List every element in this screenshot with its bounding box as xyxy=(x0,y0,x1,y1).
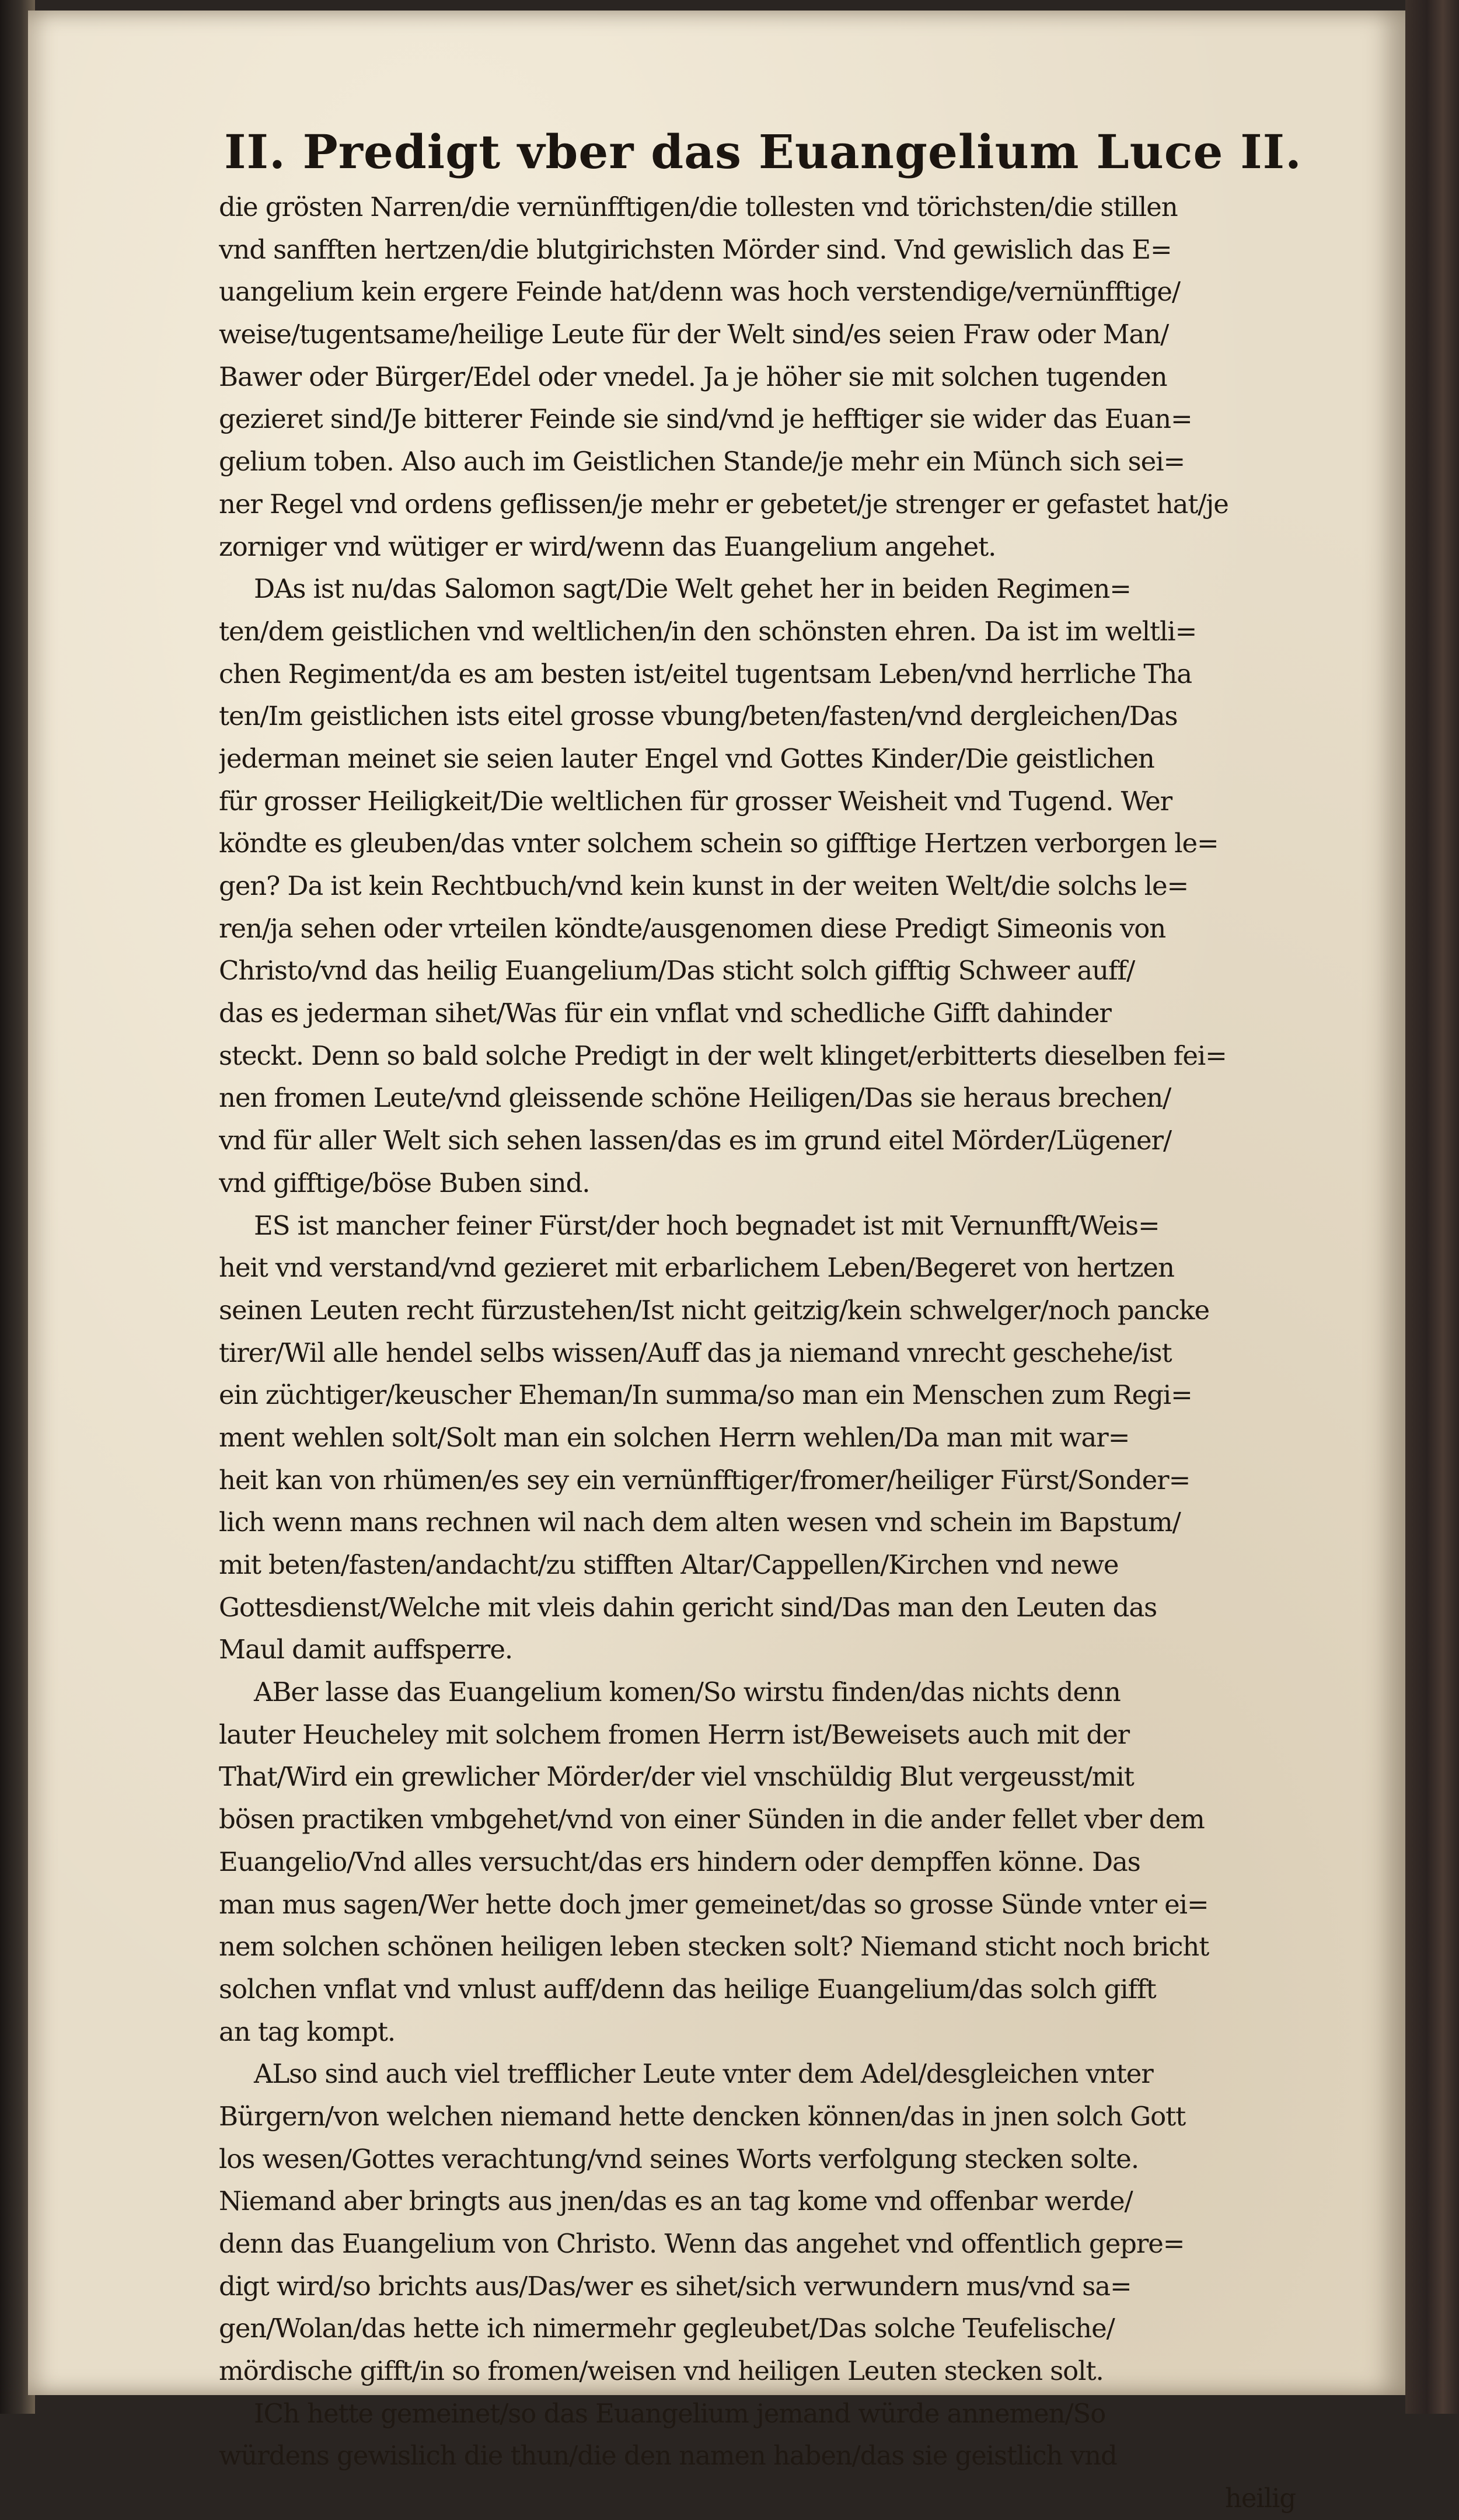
text-line: ICh hette gemeinet/so das Euangelium jemand würde annemen/So xyxy=(254,2397,1106,2429)
text-line: nen fromen Leute/vnd gleissende schöne Heiligen/Das sie heraus brechen/ xyxy=(219,1082,1171,1114)
text-line: ALso sind auch viel trefflicher Leute vnter dem Adel/desgleichen vnter xyxy=(254,2058,1153,2090)
text-line: Christo/vnd das heilig Euangelium/Das sticht solch gifftig Schweer auff/ xyxy=(219,955,1135,987)
text-line: mit beten/fasten/andacht/zu stifften Altar/Cappellen/Kirchen vnd newe xyxy=(219,1549,1119,1580)
paragraph xyxy=(219,1671,1307,2053)
text-line: köndte es gleuben/das vnter solchem schein so gifftige Hertzen verborgen le= xyxy=(219,828,1219,859)
text-line: vnd für aller Welt sich sehen lassen/das es im grund eitel Mörder/Lügener/ xyxy=(219,1125,1172,1156)
paragraph xyxy=(219,2393,1307,2477)
text-line: denn das Euangelium von Christo. Wenn das angehet vnd offentlich gepre= xyxy=(219,2228,1185,2259)
text-line: seinen Leuten recht fürzustehen/Ist nicht geitzig/kein schwelger/noch pancke xyxy=(219,1294,1209,1326)
paragraph xyxy=(219,1205,1307,1672)
text-line: für grosser Heiligkeit/Die weltlichen für grosser Weisheit vnd Tugend. Wer xyxy=(219,785,1172,817)
page-content xyxy=(219,120,1307,2520)
text-line: jederman meinet sie seien lauter Engel vnd Gottes Kinder/Die geistlichen xyxy=(219,743,1154,774)
text-line: gezieret sind/Je bitterer Feinde sie sind/vnd je hefftiger sie wider das Euan= xyxy=(219,403,1192,435)
text-line: man mus sagen/Wer hette doch jmer gemeinet/das so grosse Sünde vnter ei= xyxy=(219,1888,1209,1920)
text-line: Bawer oder Bürger/Edel oder vnedel. Ja je höher sie mit solchen tugenden xyxy=(219,361,1167,392)
text-line: ten/dem geistlichen vnd weltlichen/in den schönsten ehren. Da ist im weltli= xyxy=(219,615,1197,647)
text-line: uangelium kein ergere Feinde hat/denn was hoch verstendige/vernünfftige/ xyxy=(219,276,1180,308)
text-line: That/Wird ein grewlicher Mörder/der viel vnschüldig Blut vergeusst/mit xyxy=(219,1761,1134,1793)
text-line: gelium toben. Also auch im Geistlichen Stande/je mehr ein Münch sich sei= xyxy=(219,446,1185,477)
text-line: ten/Im geistlichen ists eitel grosse vbung/beten/fasten/vnd dergleichen/Das xyxy=(219,700,1178,732)
text-line: weise/tugentsame/heilige Leute für der Welt sind/es seien Fraw oder Man/ xyxy=(219,319,1169,350)
text-line: Bürgern/von welchen niemand hette dencken können/das in jnen solch Gott xyxy=(219,2100,1186,2132)
text-line: die grösten Narren/die vernünfftigen/die tollesten vnd törichsten/die stillen xyxy=(219,191,1178,222)
text-line: DAs ist nu/das Salomon sagt/Die Welt gehet her in beiden Regimen= xyxy=(254,573,1131,605)
text-line: chen Regiment/da es am besten ist/eitel tugentsam Leben/vnd herrliche Tha xyxy=(219,658,1192,689)
text-line: ment wehlen solt/Solt man ein solchen Herrn wehlen/Da man mit war= xyxy=(219,1421,1130,1453)
text-line: vnd gifftige/böse Buben sind. xyxy=(219,1167,590,1198)
text-line: gen? Da ist kein Rechtbuch/vnd kein kunst in der weiten Welt/die solchs le= xyxy=(219,870,1189,901)
text-line: bösen practiken vmbgehet/vnd von einer Sünden in die ander fellet vber dem xyxy=(219,1804,1205,1835)
text-line: ABer lasse das Euangelium komen/So wirstu finden/das nichts denn xyxy=(254,1676,1121,1708)
text-line: heit vnd verstand/vnd gezieret mit erbarlichem Leben/Begeret von hertzen xyxy=(219,1252,1174,1284)
body-text xyxy=(219,186,1307,2520)
text-line: solchen vnflat vnd vnlust auff/denn das heilige Euangelium/das solch gifft xyxy=(219,1973,1156,2005)
text-line: ner Regel vnd ordens geflissen/je mehr er gebetet/je strenger er gefastet hat/je xyxy=(219,488,1228,520)
text-line: mördische gifft/in so fromen/weisen vnd heiligen Leuten stecken solt. xyxy=(219,2355,1104,2387)
text-line: vnd sanfften hertzen/die blutgirichsten Mörder sind. Vnd gewislich das E= xyxy=(219,233,1172,265)
text-line: an tag kompt. xyxy=(219,2016,396,2047)
paragraph xyxy=(219,2053,1307,2393)
paragraph xyxy=(219,568,1307,1204)
book-edge xyxy=(1405,0,1459,2414)
text-line: ren/ja sehen oder vrteilen köndte/ausgenomen diese Predigt Simeonis von xyxy=(219,912,1166,944)
text-line: tirer/Wil alle hendel selbs wissen/Auff das ja niemand vnrecht geschehe/ist xyxy=(219,1337,1172,1368)
text-line: digt wird/so brichts aus/Das/wer es sihet/sich verwundern mus/vnd sa= xyxy=(219,2270,1132,2302)
text-line: nem solchen schönen heiligen leben stecken solt? Niemand sticht noch bricht xyxy=(219,1931,1209,1963)
text-line: gen/Wolan/das hette ich nimermehr gegleubet/Das solche Teufelische/ xyxy=(219,2313,1115,2344)
text-line: das es jederman sihet/Was für ein vnflat vnd schedliche Gifft dahinder xyxy=(219,998,1111,1029)
text-line: Euangelio/Vnd alles versucht/das ers hindern oder dempffen könne. Das xyxy=(219,1846,1140,1877)
text-line: Niemand aber bringts aus jnen/das es an tag kome vnd offenbar werde/ xyxy=(219,2186,1133,2217)
paragraph xyxy=(219,186,1307,568)
text-line: ES ist mancher feiner Fürst/der hoch begnadet ist mit Vernunfft/Weis= xyxy=(254,1210,1160,1241)
text-line: würdens gewislich die thun/die den namen haben/das sie geistlich vnd xyxy=(219,2440,1117,2472)
text-line: lauter Heucheley mit solchem fromen Herrn ist/Beweisets auch mit der xyxy=(219,1719,1130,1750)
text-line: ein züchtiger/keuscher Eheman/In summa/so man ein Menschen zum Regi= xyxy=(219,1379,1192,1411)
text-line: Gottesdienst/Welche mit vleis dahin gericht sind/Das man den Leuten das xyxy=(219,1591,1157,1623)
catchword: heilig xyxy=(1225,2483,1296,2514)
text-line: zorniger vnd wütiger er wird/wenn das Euangelium angehet. xyxy=(219,531,996,562)
text-line: los wesen/Gottes verachtung/vnd seines Worts verfolgung stecken solte. xyxy=(219,2143,1139,2174)
text-line: heit kan von rhümen/es sey ein vernünfftiger/fromer/heiliger Fürst/Sonder= xyxy=(219,1464,1191,1496)
text-line: Maul damit auffsperre. xyxy=(219,1634,513,1665)
text-line: lich wenn mans rechnen wil nach dem alten wesen vnd schein im Bapstum/ xyxy=(219,1507,1181,1538)
text-line: steckt. Denn so bald solche Predigt in der welt klinget/erbitterts dieselben fei= xyxy=(219,1040,1227,1071)
running-head: II. Predigt vber das Euangelium Luce II. xyxy=(224,124,1302,179)
